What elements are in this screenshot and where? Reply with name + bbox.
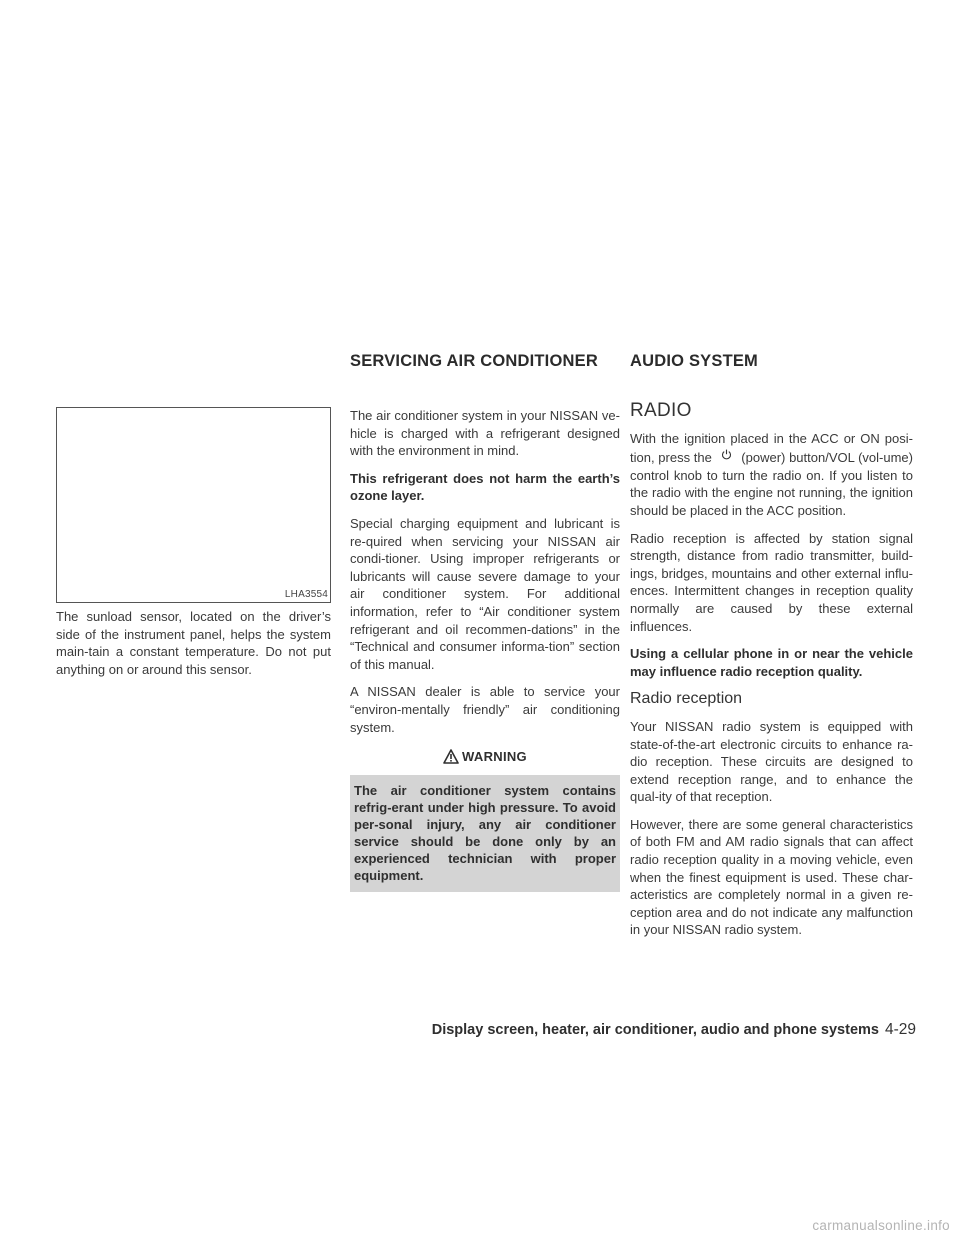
sunload-sensor-figure [56, 407, 331, 603]
warning-text: The air conditioner system contains refrig-erant under high pressure. To avoid per-sonal injury, any air conditioner service should be done only by an experienced technician with proper equipment. [354, 782, 616, 883]
figure-label: LHA3554 [284, 589, 328, 600]
section-heading-audio-system: AUDIO SYSTEM [630, 352, 758, 370]
warning-icon [443, 749, 459, 764]
charging-paragraph: Special charging equipment and lubricant is re-quired when servicing your NISSAN air condi-tioner. Using improper refrigerants or lubricants will cause severe damage to your air conditioner system. For additional information, refer to “Air conditioner system refrigerant and oil recommen-dations” in the “Technical and consumer informa-tion” section of this manual. [350, 515, 620, 672]
radio-reception-heading: Radio reception [630, 690, 743, 708]
warning-title-text: WARNING [462, 749, 527, 765]
fm-am-characteristics-paragraph: However, there are some general characteristics of both FM and AM radio signals that can affect radio reception quality in a moving vehicle, even when the finest equipment is used. These char-acteristics are completely normal in a given re-ception area and do not indicate any malfunction in your NISSAN radio system. [630, 816, 913, 938]
reception-factors-paragraph: Radio reception is affected by station signal strength, distance from radio transmitter, build-ings, bridges, mountains and other external influ-ences. Intermittent changes in reception quality normally are caused by these external influences. [630, 530, 913, 634]
warning-box [350, 775, 620, 892]
dealer-paragraph: A NISSAN dealer is able to service your “environ-mentally friendly” air conditioning system. [350, 684, 620, 735]
radio-on-paragraph [630, 430, 913, 520]
radio-on-text-a: With the ignition placed in the ACC or ON posi-tion, press the [630, 430, 913, 466]
ozone-note: This refrigerant does not harm the earth’s ozone layer. [350, 470, 620, 504]
radio-circuits-paragraph: Your NISSAN radio system is equipped with state-of-the-art electronic circuits to enhance ra-dio reception. These circuits are designed to extend reception range, and to enhance the qual-ity of that reception. [630, 718, 913, 805]
column-1 [56, 608, 331, 688]
watermark: carmanualsonline.info [812, 1218, 950, 1233]
warning-title [350, 748, 620, 766]
sunload-sensor-paragraph: The sunload sensor, located on the driver’s side of the instrument panel, helps the system main-tain a constant temperature. Do not put anything on or around this sensor. [56, 609, 331, 677]
cellular-phone-note: Using a cellular phone in or near the vehicle may influence radio reception quality. [630, 646, 913, 679]
radio-on-text-b: (power) button/VOL (vol-ume) control knob to turn the radio on. If you listen to the radio with the engine not running, the ignition should be placed in the ACC position. [630, 450, 913, 518]
page-footer [432, 1021, 916, 1039]
page-number: 4-29 [884, 1021, 916, 1038]
section-heading-servicing-ac: SERVICING AIR CONDITIONER [350, 352, 598, 370]
ac-intro-paragraph: The air conditioner system in your NISSAN ve-hicle is charged with a refrigerant designed with the environment in mind. [350, 408, 620, 459]
footer-section-title: Display screen, heater, air conditioner, audio and phone systems [431, 1022, 879, 1038]
radio-heading: RADIO [630, 400, 692, 421]
power-icon [716, 447, 738, 465]
column-3 [630, 402, 913, 949]
column-2 [350, 407, 620, 892]
